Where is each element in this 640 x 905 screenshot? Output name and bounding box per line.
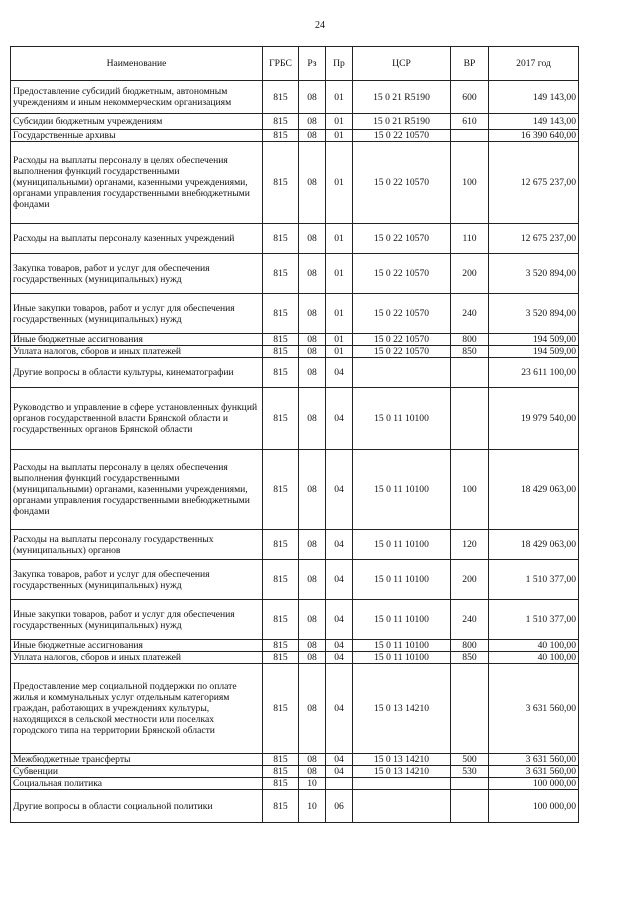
header-year: 2017 год: [489, 47, 579, 81]
cell-amount: 23 611 100,00: [489, 358, 579, 388]
cell-grbs: 815: [263, 130, 299, 142]
cell-pr: 01: [326, 294, 353, 334]
cell-grbs: 815: [263, 766, 299, 778]
cell-amount: 40 100,00: [489, 640, 579, 652]
cell-pr: 04: [326, 450, 353, 530]
cell-amount: 3 520 894,00: [489, 254, 579, 294]
cell-vr: 850: [451, 346, 489, 358]
cell-grbs: 815: [263, 560, 299, 600]
cell-pr: 01: [326, 81, 353, 114]
cell-vr: 100: [451, 450, 489, 530]
cell-amount: 100 000,00: [489, 778, 579, 790]
table-row: [11, 142, 579, 224]
cell-amount: 12 675 237,00: [489, 224, 579, 254]
cell-amount: 1 510 377,00: [489, 560, 579, 600]
cell-csr: 15 0 22 10570: [353, 130, 451, 142]
table-row: [11, 790, 579, 823]
cell-vr: 240: [451, 294, 489, 334]
cell-vr: [451, 790, 489, 823]
cell-pr: 04: [326, 664, 353, 754]
table-row: [11, 130, 579, 142]
table-row: [11, 754, 579, 766]
cell-pr: 04: [326, 530, 353, 560]
cell-csr: 15 0 13 14210: [353, 664, 451, 754]
cell-grbs: 815: [263, 778, 299, 790]
table-row: [11, 530, 579, 560]
cell-grbs: 815: [263, 388, 299, 450]
cell-amount: 100 000,00: [489, 790, 579, 823]
cell-name: Предоставление субсидий бюджетным, автономным учреждениям и иным некоммерческим организациям: [11, 81, 263, 114]
cell-grbs: 815: [263, 254, 299, 294]
cell-csr: [353, 790, 451, 823]
table-row: [11, 450, 579, 530]
table-row: [11, 81, 579, 114]
table-body: [11, 81, 579, 823]
table-row: [11, 652, 579, 664]
cell-rz: 08: [299, 224, 326, 254]
table-row: [11, 334, 579, 346]
table-row: [11, 114, 579, 130]
page-number: 24: [315, 20, 325, 31]
header-rz: Рз: [299, 47, 326, 81]
cell-name: Уплата налогов, сборов и иных платежей: [11, 652, 263, 664]
header-name: Наименование: [11, 47, 263, 81]
table-row: [11, 560, 579, 600]
cell-pr: 01: [326, 254, 353, 294]
cell-name: Межбюджетные трансферты: [11, 754, 263, 766]
cell-pr: 01: [326, 334, 353, 346]
cell-rz: 10: [299, 778, 326, 790]
cell-csr: 15 0 22 10570: [353, 142, 451, 224]
header-csr: ЦСР: [353, 47, 451, 81]
cell-rz: 10: [299, 790, 326, 823]
cell-amount: 194 509,00: [489, 334, 579, 346]
cell-rz: 08: [299, 294, 326, 334]
cell-amount: 3 631 560,00: [489, 766, 579, 778]
cell-name: Расходы на выплаты персоналу казенных учреждений: [11, 224, 263, 254]
table-row: [11, 388, 579, 450]
header-grbs: ГРБС: [263, 47, 299, 81]
cell-rz: 08: [299, 600, 326, 640]
cell-pr: 01: [326, 224, 353, 254]
cell-amount: 3 631 560,00: [489, 754, 579, 766]
cell-pr: [326, 778, 353, 790]
cell-vr: [451, 664, 489, 754]
cell-rz: 08: [299, 664, 326, 754]
cell-rz: 08: [299, 560, 326, 600]
cell-rz: 08: [299, 754, 326, 766]
cell-vr: 600: [451, 81, 489, 114]
cell-rz: 08: [299, 388, 326, 450]
cell-pr: 06: [326, 790, 353, 823]
cell-csr: 15 0 11 10100: [353, 600, 451, 640]
cell-amount: 149 143,00: [489, 81, 579, 114]
cell-name: Другие вопросы в области культуры, кинематографии: [11, 358, 263, 388]
cell-rz: 08: [299, 358, 326, 388]
cell-grbs: 815: [263, 790, 299, 823]
cell-pr: 01: [326, 114, 353, 130]
cell-rz: 08: [299, 640, 326, 652]
cell-vr: [451, 388, 489, 450]
table-row: [11, 640, 579, 652]
cell-pr: 04: [326, 766, 353, 778]
cell-csr: [353, 778, 451, 790]
cell-rz: 08: [299, 346, 326, 358]
cell-pr: 01: [326, 346, 353, 358]
cell-name: Иные закупки товаров, работ и услуг для обеспечения государственных (муниципальных) нужд: [11, 600, 263, 640]
cell-name: Расходы на выплаты персоналу государственных (муниципальных) органов: [11, 530, 263, 560]
cell-amount: 194 509,00: [489, 346, 579, 358]
cell-vr: [451, 358, 489, 388]
cell-csr: 15 0 11 10100: [353, 450, 451, 530]
cell-amount: 1 510 377,00: [489, 600, 579, 640]
table-row: [11, 346, 579, 358]
table-row: [11, 254, 579, 294]
cell-grbs: 815: [263, 664, 299, 754]
cell-grbs: 815: [263, 640, 299, 652]
cell-rz: 08: [299, 114, 326, 130]
cell-vr: 610: [451, 114, 489, 130]
cell-csr: 15 0 22 10570: [353, 346, 451, 358]
cell-amount: 149 143,00: [489, 114, 579, 130]
cell-csr: 15 0 22 10570: [353, 334, 451, 346]
cell-csr: 15 0 13 14210: [353, 754, 451, 766]
cell-name: Другие вопросы в области социальной политики: [11, 790, 263, 823]
cell-name: Закупка товаров, работ и услуг для обеспечения государственных (муниципальных) нужд: [11, 254, 263, 294]
cell-csr: 15 0 21 R5190: [353, 114, 451, 130]
cell-vr: 800: [451, 334, 489, 346]
cell-pr: 04: [326, 652, 353, 664]
table-row: [11, 224, 579, 254]
cell-vr: 100: [451, 142, 489, 224]
header-vr: ВР: [451, 47, 489, 81]
cell-vr: 850: [451, 652, 489, 664]
header-row: [11, 47, 579, 81]
cell-name: Расходы на выплаты персоналу в целях обеспечения выполнения функций государственными (муниципальными) органами, казенными учреждениями, органами управления государственными внебюджетными фондами: [11, 450, 263, 530]
cell-rz: 08: [299, 81, 326, 114]
cell-grbs: 815: [263, 600, 299, 640]
cell-pr: 01: [326, 130, 353, 142]
cell-rz: 08: [299, 130, 326, 142]
table-row: [11, 766, 579, 778]
cell-csr: 15 0 22 10570: [353, 294, 451, 334]
table-row: [11, 294, 579, 334]
cell-amount: 12 675 237,00: [489, 142, 579, 224]
cell-rz: 08: [299, 142, 326, 224]
cell-pr: 04: [326, 358, 353, 388]
cell-rz: 08: [299, 766, 326, 778]
cell-vr: 530: [451, 766, 489, 778]
table-row: [11, 358, 579, 388]
cell-vr: [451, 130, 489, 142]
cell-amount: 18 429 063,00: [489, 530, 579, 560]
cell-name: Закупка товаров, работ и услуг для обеспечения государственных (муниципальных) нужд: [11, 560, 263, 600]
cell-grbs: 815: [263, 754, 299, 766]
cell-vr: [451, 778, 489, 790]
cell-name: Государственные архивы: [11, 130, 263, 142]
cell-grbs: 815: [263, 346, 299, 358]
cell-name: Руководство и управление в сфере установленных функций органов государственной власти Брянской области и государственных органов Брянской области: [11, 388, 263, 450]
cell-vr: 200: [451, 254, 489, 294]
cell-rz: 08: [299, 334, 326, 346]
cell-csr: 15 0 13 14210: [353, 766, 451, 778]
cell-grbs: 815: [263, 224, 299, 254]
cell-name: Предоставление мер социальной поддержки по оплате жилья и коммунальных услуг отдельным категориям граждан, работающих в учреждениях культуры, находящихся в сельской местности или поселках городского типа на территории Брянской области: [11, 664, 263, 754]
cell-grbs: 815: [263, 450, 299, 530]
cell-vr: 120: [451, 530, 489, 560]
cell-grbs: 815: [263, 114, 299, 130]
cell-name: Иные бюджетные ассигнования: [11, 334, 263, 346]
cell-vr: 200: [451, 560, 489, 600]
cell-name: Уплата налогов, сборов и иных платежей: [11, 346, 263, 358]
cell-grbs: 815: [263, 81, 299, 114]
cell-name: Субсидии бюджетным учреждениям: [11, 114, 263, 130]
cell-csr: [353, 358, 451, 388]
cell-grbs: 815: [263, 142, 299, 224]
cell-csr: 15 0 11 10100: [353, 530, 451, 560]
cell-pr: 04: [326, 640, 353, 652]
cell-pr: 04: [326, 388, 353, 450]
cell-rz: 08: [299, 450, 326, 530]
cell-csr: 15 0 22 10570: [353, 224, 451, 254]
cell-csr: 15 0 22 10570: [353, 254, 451, 294]
cell-vr: 110: [451, 224, 489, 254]
cell-grbs: 815: [263, 334, 299, 346]
cell-amount: 19 979 540,00: [489, 388, 579, 450]
cell-pr: 04: [326, 600, 353, 640]
cell-name: Субвенции: [11, 766, 263, 778]
table-row: [11, 600, 579, 640]
cell-amount: 3 631 560,00: [489, 664, 579, 754]
cell-name: Расходы на выплаты персоналу в целях обеспечения выполнения функций государственными (муниципальными) органами, казенными учреждениями, органами управления государственными внебюджетными фондами: [11, 142, 263, 224]
cell-grbs: 815: [263, 294, 299, 334]
header-pr: Пр: [326, 47, 353, 81]
cell-pr: 01: [326, 142, 353, 224]
cell-grbs: 815: [263, 530, 299, 560]
cell-vr: 500: [451, 754, 489, 766]
cell-rz: 08: [299, 530, 326, 560]
cell-grbs: 815: [263, 652, 299, 664]
cell-amount: 18 429 063,00: [489, 450, 579, 530]
cell-vr: 800: [451, 640, 489, 652]
cell-name: Иные бюджетные ассигнования: [11, 640, 263, 652]
cell-csr: 15 0 11 10100: [353, 388, 451, 450]
cell-vr: 240: [451, 600, 489, 640]
cell-amount: 3 520 894,00: [489, 294, 579, 334]
table-row: [11, 664, 579, 754]
cell-name: Иные закупки товаров, работ и услуг для обеспечения государственных (муниципальных) нужд: [11, 294, 263, 334]
cell-rz: 08: [299, 254, 326, 294]
cell-amount: 40 100,00: [489, 652, 579, 664]
cell-grbs: 815: [263, 358, 299, 388]
cell-csr: 15 0 21 R5190: [353, 81, 451, 114]
cell-rz: 08: [299, 652, 326, 664]
cell-name: Социальная политика: [11, 778, 263, 790]
table-row: [11, 778, 579, 790]
cell-csr: 15 0 11 10100: [353, 640, 451, 652]
cell-pr: 04: [326, 754, 353, 766]
cell-amount: 16 390 640,00: [489, 130, 579, 142]
cell-pr: 04: [326, 560, 353, 600]
budget-table: [10, 46, 579, 823]
cell-csr: 15 0 11 10100: [353, 652, 451, 664]
cell-csr: 15 0 11 10100: [353, 560, 451, 600]
